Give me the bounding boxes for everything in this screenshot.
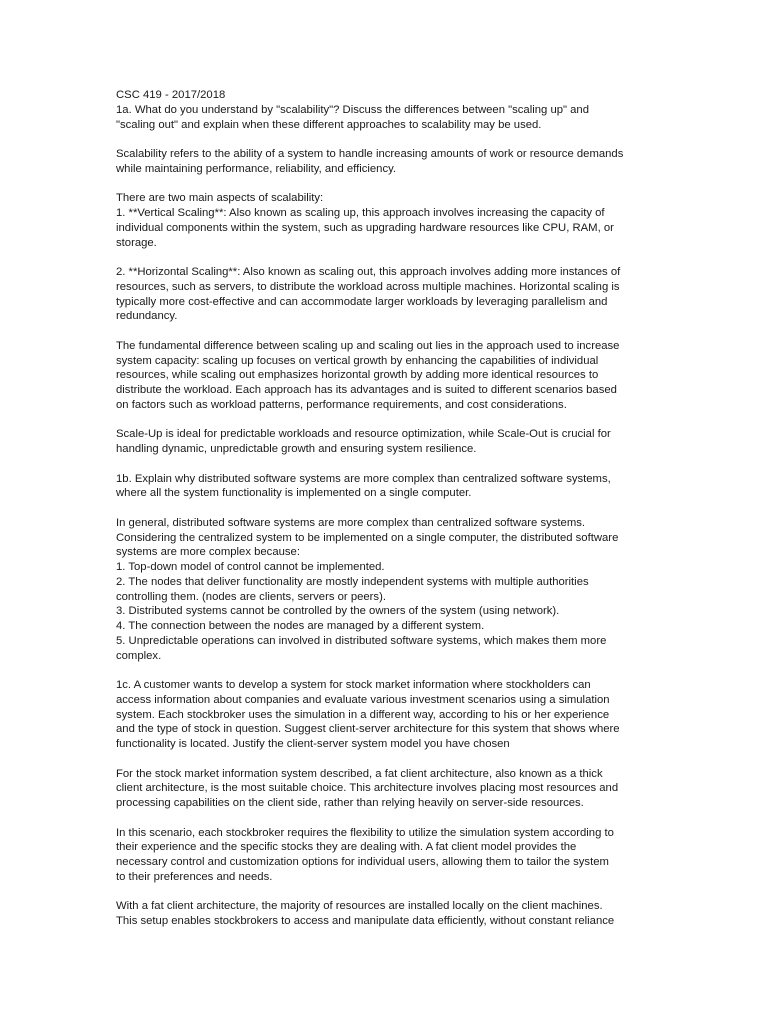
paragraph: [116, 516, 656, 664]
text-line: 5. Unpredictable operations can involved in distributed software systems, which makes them more: [116, 634, 607, 647]
paragraph: [116, 826, 656, 885]
paragraph: [116, 899, 656, 929]
paragraph: [116, 339, 656, 413]
text-line: redundancy.: [116, 310, 178, 323]
text-line: 2. The nodes that deliver functionality are mostly independent systems with multiple authorities: [116, 575, 589, 588]
text-line: 1c. A customer wants to develop a system for stock market information where stockholders can: [116, 679, 591, 691]
paragraph-spacer: [116, 324, 656, 339]
text-line: complex.: [116, 649, 162, 662]
text-line: Scalability refers to the ability of a system to handle increasing amounts of work or resource demands: [116, 148, 624, 160]
paragraph: [116, 265, 656, 324]
text-line: controlling them. (nodes are clients, servers or peers).: [116, 590, 386, 603]
text-line: functionality is located. Justify the client-server system model you have chosen: [116, 738, 510, 750]
text-line: access information about companies and evaluate various investment scenarios using a simulation: [116, 693, 610, 706]
text-line: 2. **Horizontal Scaling**: Also known as scaling out, this approach involves adding more instances of: [116, 266, 621, 278]
text-line: to their preferences and needs.: [116, 870, 273, 883]
paragraph-spacer: [116, 501, 656, 516]
text-line: distribute the workload. Each approach has its advantages and is suited to different scenarios based: [116, 384, 617, 396]
paragraph: [116, 191, 656, 250]
text-line: typically more cost-effective and can accommodate larger workloads by leveraging parallelism and: [116, 295, 608, 308]
text-line: storage.: [116, 236, 157, 249]
paragraph-spacer: [116, 885, 656, 900]
text-line: client architecture, is the most suitable choice. This architecture involves placing most resources and: [116, 782, 619, 795]
paragraph: [116, 427, 656, 457]
text-line: CSC 419 - 2017/2018: [116, 89, 226, 101]
paragraph-spacer: [116, 752, 656, 767]
paragraph-spacer: [116, 663, 656, 678]
text-line: resources, such as servers, to distribute the workload across multiple machines. Horizontal scaling is: [116, 280, 620, 293]
text-line: individual components within the system, such as upgrading hardware resources like CPU, RAM, or: [116, 221, 614, 234]
text-line: This setup enables stockbrokers to access and manipulate data efficiently, without constant reliance: [116, 915, 615, 927]
paragraph-spacer: [116, 811, 656, 826]
text-line: 4. The connection between the nodes are managed by a different system.: [116, 620, 485, 632]
text-line: handling dynamic, unpredictable growth and ensuring system resilience.: [116, 443, 477, 455]
paragraph-spacer: [116, 177, 656, 192]
text-line: and the type of stock in question. Suggest client-server architecture for this system that shows where: [116, 723, 620, 736]
paragraph: [116, 147, 656, 177]
text-line: There are two main aspects of scalability:: [116, 192, 324, 205]
text-line: where all the system functionality is implemented on a single computer.: [116, 487, 472, 500]
text-line: 1. Top-down model of control cannot be implemented.: [116, 561, 385, 573]
text-line: Considering the centralized system to be implemented on a single computer, the distributed software: [116, 531, 619, 544]
paragraph-spacer: [116, 457, 656, 472]
paragraph: [116, 678, 656, 752]
text-line: system capacity: scaling up focuses on vertical growth by enhancing the capabilities of individual: [116, 354, 599, 367]
paragraph: [116, 88, 656, 132]
text-line: system. Each stockbroker uses the simulation in a different way, according to his or her experience: [116, 708, 610, 721]
text-line: 1b. Explain why distributed software systems are more complex than centralized software systems,: [116, 472, 611, 485]
text-line: 3. Distributed systems cannot be controlled by the owners of the system (using network).: [116, 605, 560, 618]
text-line: Scale-Up is ideal for predictable workloads and resource optimization, while Scale-Out is crucial for: [116, 428, 611, 441]
text-line: necessary control and customization options for individual users, allowing them to tailor the system: [116, 856, 609, 868]
text-line: "scaling out" and explain when these different approaches to scalability may be used.: [116, 118, 542, 131]
text-line: The fundamental difference between scaling up and scaling out lies in the approach used to increase: [116, 339, 620, 352]
paragraph-spacer: [116, 250, 656, 265]
paragraph-spacer: [116, 132, 656, 147]
text-line: 1. **Vertical Scaling**: Also known as scaling up, this approach involves increasing the capacity of: [116, 207, 605, 219]
document-page: [116, 88, 656, 929]
text-line: resources, while scaling out emphasizes horizontal growth by adding more identical resources to: [116, 369, 599, 382]
paragraph-spacer: [116, 413, 656, 428]
paragraph: [116, 472, 656, 502]
text-line: their experience and the specific stocks they are dealing with. A fat client model provides the: [116, 841, 577, 854]
text-line: In this scenario, each stockbroker requires the flexibility to utilize the simulation system according to: [116, 826, 614, 839]
text-line: systems are more complex because:: [116, 546, 300, 559]
text-line: With a fat client architecture, the majority of resources are installed locally on the client machines.: [116, 900, 603, 913]
text-line: while maintaining performance, reliability, and efficiency.: [116, 162, 397, 175]
text-line: on factors such as workload patterns, performance requirements, and cost considerations.: [116, 398, 567, 411]
text-line: For the stock market information system described, a fat client architecture, also known as a thick: [116, 767, 603, 780]
text-line: processing capabilities on the client side, rather than relying heavily on server-side resources.: [116, 797, 584, 809]
paragraph: [116, 767, 656, 811]
text-line: 1a. What do you understand by "scalability"? Discuss the differences between "scaling up" and: [116, 103, 590, 116]
text-line: In general, distributed software systems are more complex than centralized software systems.: [116, 516, 586, 529]
